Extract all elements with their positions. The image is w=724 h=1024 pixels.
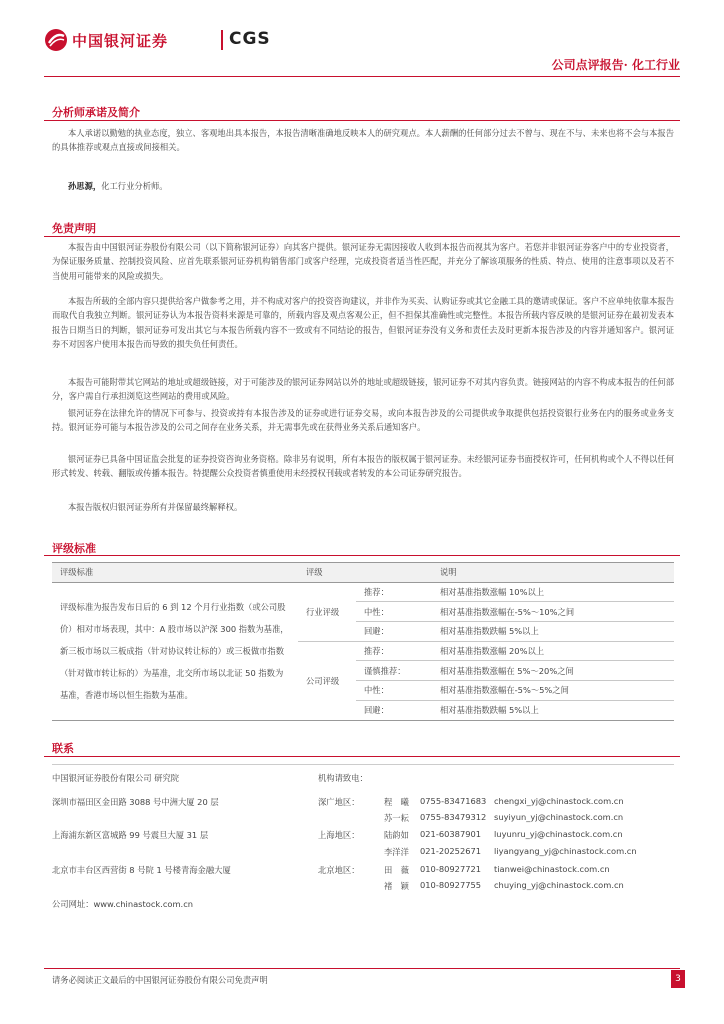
- logo-cn-text: 中国银河证券: [72, 32, 169, 50]
- logo-separator: [221, 30, 223, 50]
- analyst-section-title: 分析师承诺及简介: [52, 106, 140, 119]
- contact-section-divider: [44, 756, 680, 757]
- address-shenzhen: 深圳市福田区金田路 3088 号中洲大厦 20 层: [52, 797, 219, 807]
- company-grade-desc: 相对基准指数涨幅 20%以上: [432, 641, 674, 661]
- company-rating-label: 公司评级: [298, 641, 356, 720]
- industry-grade-desc: 相对基准指数涨幅 10%以上: [432, 582, 674, 602]
- contact-email[interactable]: luyunru_yj@chinastock.com.cn: [494, 829, 623, 839]
- industry-rating-label: 行业评级: [298, 582, 356, 641]
- logo-en-text: CGS: [229, 29, 271, 49]
- contact-email[interactable]: chengxi_yj@chinastock.com.cn: [494, 796, 624, 806]
- industry-grade-desc: 相对基准指数涨幅在-5%～10%之间: [432, 602, 674, 622]
- contact-phone: 021-60387901: [420, 829, 482, 839]
- contact-name: 苏一耘: [384, 813, 409, 823]
- disclaimer-para-5: 银河证券已具备中国证监会批复的证券投资咨询业务资格。除非另有说明，所有本报告的版权属于银河证券。未经银河证券书面授权许可，任何机构或个人不得以任何形式转发、转载、翻版或传播本报告。特提醒公众投资者慎重使用未经授权刊载或者转发的本公司证券研究报告。: [52, 454, 674, 479]
- galaxy-logo-icon: [44, 28, 68, 52]
- rating-table: [52, 562, 674, 721]
- disclaimer-para-1: 本报告由中国银河证券股份有限公司（以下简称银河证券）向其客户提供。银河证券无需因接收人收到本报告而视其为客户。若您并非银河证券客户中的专业投资者，为保证服务质量、控制投资风险、应首先联系银河证券机构销售部门或客户经理，完成投资者适当性匹配，并充分了解该项服务的性质、特点、使用的注意事项以及若不当使用可能带来的风险或损失。: [52, 242, 674, 281]
- contact-name: 褚 颖: [384, 881, 409, 891]
- contact-email[interactable]: tianwei@chinastock.com.cn: [494, 864, 610, 874]
- research-institute: 中国银河证券股份有限公司 研究院: [52, 773, 180, 783]
- industry-grade: 回避：: [356, 622, 432, 642]
- footer-disclaimer: 请务必阅读正文最后的中国银河证券股份有限公司免责声明: [52, 975, 268, 985]
- company-website[interactable]: 公司网址：www.chinastock.com.cn: [52, 899, 194, 909]
- sales-contact-title: 机构请致电：: [318, 773, 368, 783]
- company-grade-desc: 相对基准指数跌幅 5%以上: [432, 700, 674, 720]
- address-shanghai: 上海浦东新区富城路 99 号震旦大厦 31 层: [52, 830, 209, 840]
- industry-grade: 推荐：: [356, 582, 432, 602]
- contact-name: 田 薇: [384, 865, 409, 875]
- contact-name: 陆韵如: [384, 830, 409, 840]
- company-grade-desc: 相对基准指数涨幅在-5%～5%之间: [432, 681, 674, 701]
- rating-description: 评级标准为报告发布日后的 6 到 12 个月行业指数（或公司股价）相对市场表现，其中：A 股市场以沪深 300 指数为基准，新三板市场以三板成指（针对协议转让标的）或三板做市指数（针对做市转让标的）为基准，北交所市场以北证 50 指数为基准，香港市场以恒生指数为基准。: [52, 582, 298, 720]
- contact-phone: 021-20252671: [420, 846, 482, 856]
- contact-phone: 0755-83471683: [420, 796, 487, 806]
- report-type: 公司点评报告· 化工行业: [551, 58, 680, 72]
- analyst-name: 孙思源，: [68, 181, 102, 191]
- disclaimer-para-6: 本报告版权归银河证券所有并保留最终解释权。: [68, 502, 243, 512]
- analyst-intro: [52, 179, 674, 193]
- rating-section-divider: [44, 555, 680, 556]
- analyst-commitment: 本人承诺以勤勉的执业态度，独立、客观地出具本报告，本报告清晰准确地反映本人的研究观点。本人薪酬的任何部分过去不曾与、现在不与、未来也将不会与本报告的具体推荐或观点直接或间接相关。: [52, 128, 674, 153]
- rating-section-title: 评级标准: [52, 542, 96, 555]
- rating-header-standard: 评级标准: [52, 563, 298, 583]
- contact-name: 李洋洋: [384, 847, 409, 857]
- disclaimer-para-4: 银河证券在法律允许的情况下可参与、投资或持有本报告涉及的证券或进行证券交易，或向本报告涉及的公司提供或争取提供包括投资银行业务在内的服务或业务支持。银河证券可能与本报告涉及的公司之间存在业务关系，并无需事先或在获得业务关系后通知客户。: [52, 408, 674, 433]
- disclaimer-para-3: 本报告可能附带其它网站的地址或超级链接，对于可能涉及的银河证券网站以外的地址或超级链接，银河证券不对其内容负责。链接网站的内容不构成本报告的任何部分，客户需自行承担浏览这些网站的费用或风险。: [52, 377, 674, 402]
- disclaimer-section-title: 免责声明: [52, 222, 96, 235]
- report-header: [44, 26, 680, 56]
- rating-header-grade: 评级: [298, 563, 432, 583]
- contact-email[interactable]: suyiyun_yj@chinastock.com.cn: [494, 812, 624, 822]
- contact-email[interactable]: chuying_yj@chinastock.com.cn: [494, 880, 624, 890]
- company-grade: 推荐：: [356, 641, 432, 661]
- page-number: 3: [671, 970, 685, 988]
- industry-grade: 中性：: [356, 602, 432, 622]
- header-divider: [44, 76, 680, 77]
- footer-divider: [44, 968, 680, 969]
- contact-email[interactable]: liyangyang_yj@chinastock.com.cn: [494, 846, 637, 856]
- company-grade: 中性：: [356, 681, 432, 701]
- contact-phone: 0755-83479312: [420, 812, 487, 822]
- disclaimer-para-2: 本报告所载的全部内容只提供给客户做参考之用，并不构成对客户的投资咨询建议，并非作为买卖、认购证券或其它金融工具的邀请或保证。客户不应单纯依靠本报告而取代自我独立判断。银河证券认为本报告资料来源是可靠的，所载内容及观点客观公正，但不担保其准确性或完整性。本报告所载内容反映的是银河证券在最初发表本报告日期当日的判断，银河证券可发出其它与本报告所载内容不一致或有不同结论的报告，但银河证券没有义务和责任去及时更新本报告涉及的内容并通知客户。银河证券不对因客户使用本报告而导致的损失负任何责任。: [52, 296, 674, 350]
- contact-section-title: 联系: [52, 742, 74, 755]
- table-row: [52, 582, 674, 602]
- contact-name: 程 曦: [384, 797, 409, 807]
- industry-grade-desc: 相对基准指数跌幅 5%以上: [432, 622, 674, 642]
- contact-phone: 010-80927721: [420, 864, 482, 874]
- region-shanghai: 上海地区：: [318, 830, 360, 840]
- rating-table-header: [52, 563, 674, 583]
- address-beijing: 北京市丰台区西营街 8 号院 1 号楼青海金融大厦: [52, 865, 231, 875]
- region-beijing: 北京地区：: [318, 865, 360, 875]
- contact-row-divider: [52, 764, 674, 765]
- company-grade: 回避：: [356, 700, 432, 720]
- region-shenzhen: 深广地区：: [318, 797, 360, 807]
- disclaimer-section-divider: [44, 236, 680, 237]
- analyst-section-divider: [44, 120, 680, 121]
- rating-header-desc: 说明: [432, 563, 674, 583]
- company-grade-desc: 相对基准指数涨幅在 5%～20%之间: [432, 661, 674, 681]
- company-grade: 谨慎推荐：: [356, 661, 432, 681]
- contact-phone: 010-80927755: [420, 880, 482, 890]
- analyst-desc: 化工行业分析师。: [101, 181, 168, 191]
